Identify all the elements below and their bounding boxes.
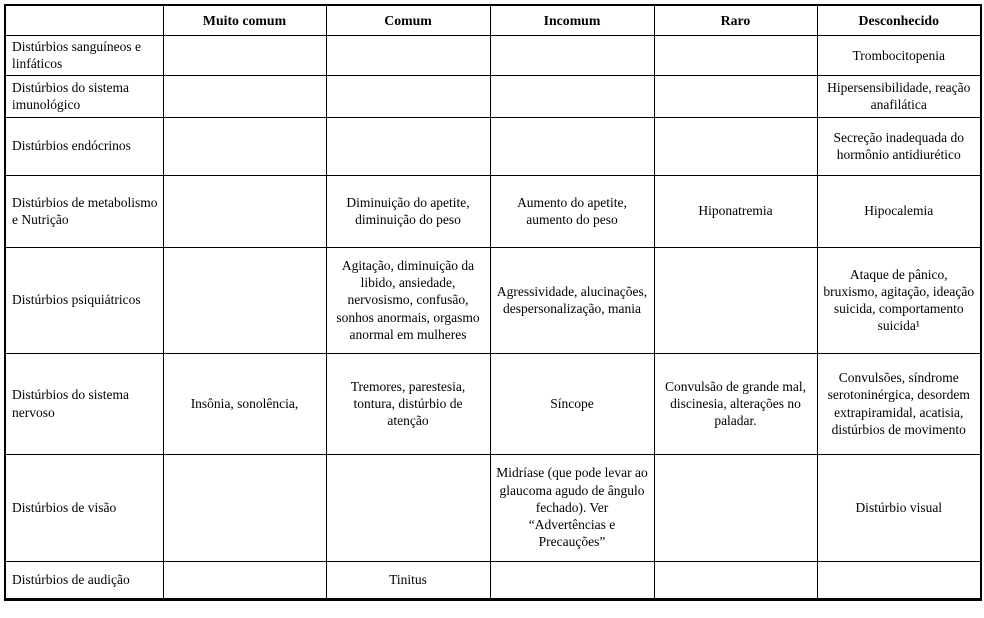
header-cell-muito-comum: Muito comum	[163, 5, 326, 36]
table-row	[5, 36, 981, 76]
table-cell: Diminuição do apetite, diminuição do peso	[326, 175, 490, 247]
table-cell: Secreção inadequada do hormônio antidiurético	[817, 117, 981, 175]
table-cell	[163, 561, 326, 599]
table-cell: Síncope	[490, 353, 654, 454]
table-cell: Hipersensibilidade, reação anafilática	[817, 75, 981, 117]
table-header	[5, 5, 981, 36]
table-cell	[654, 117, 817, 175]
row-category: Distúrbios de visão	[5, 454, 163, 561]
table-cell	[163, 175, 326, 247]
table-cell	[163, 75, 326, 117]
row-category: Distúrbios psiquiátricos	[5, 247, 163, 353]
table-cell	[490, 561, 654, 599]
table-cell	[654, 247, 817, 353]
table-cell: Hipocalemia	[817, 175, 981, 247]
table-row	[5, 117, 981, 175]
table-cell: Tinitus	[326, 561, 490, 599]
row-category: Distúrbios do sistema nervoso	[5, 353, 163, 454]
table-cell: Agitação, diminuição da libido, ansiedade, nervosismo, confusão, sonhos anormais, orgasmo anormal em mulheres	[326, 247, 490, 353]
table-cell	[163, 454, 326, 561]
table-row	[5, 353, 981, 454]
row-category: Distúrbios do sistema imunológico	[5, 75, 163, 117]
header-cell-incomum: Incomum	[490, 5, 654, 36]
table-cell	[490, 36, 654, 76]
table-cell: Convulsões, síndrome serotoninérgica, desordem extrapiramidal, acatisia, distúrbios de movimento	[817, 353, 981, 454]
table-cell	[326, 36, 490, 76]
table-cell	[654, 561, 817, 599]
table-cell: Aumento do apetite, aumento do peso	[490, 175, 654, 247]
table-cell: Hiponatremia	[654, 175, 817, 247]
table-cell: Agressividade, alucinações, despersonalização, mania	[490, 247, 654, 353]
header-cell-category	[5, 5, 163, 36]
row-category: Distúrbios de metabolismo e Nutrição	[5, 175, 163, 247]
header-row	[5, 5, 981, 36]
table-cell	[163, 117, 326, 175]
row-category: Distúrbios de audição	[5, 561, 163, 599]
header-cell-desconhecido: Desconhecido	[817, 5, 981, 36]
row-category: Distúrbios sanguíneos e linfáticos	[5, 36, 163, 76]
row-category: Distúrbios endócrinos	[5, 117, 163, 175]
table-cell: Tremores, parestesia, tontura, distúrbio de atenção	[326, 353, 490, 454]
adverse-reactions-frequency-table	[4, 4, 982, 601]
table-cell	[490, 117, 654, 175]
table-cell: Trombocitopenia	[817, 36, 981, 76]
table-body	[5, 36, 981, 600]
table-cell	[163, 36, 326, 76]
table-cell: Insônia, sonolência,	[163, 353, 326, 454]
table-row	[5, 561, 981, 599]
table-row	[5, 75, 981, 117]
table-cell	[490, 75, 654, 117]
table-cell	[326, 75, 490, 117]
table-row	[5, 175, 981, 247]
table-cell	[326, 117, 490, 175]
table-cell: Midríase (que pode levar ao glaucoma agudo de ângulo fechado). Ver “Advertências e Precauções”	[490, 454, 654, 561]
table-cell	[654, 454, 817, 561]
table-cell	[326, 454, 490, 561]
table-cell: Ataque de pânico, bruxismo, agitação, ideação suicida, comportamento suicida¹	[817, 247, 981, 353]
header-cell-raro: Raro	[654, 5, 817, 36]
table-cell: Convulsão de grande mal, discinesia, alterações no paladar.	[654, 353, 817, 454]
table-cell	[817, 561, 981, 599]
table-cell	[163, 247, 326, 353]
table-row	[5, 454, 981, 561]
table-row	[5, 247, 981, 353]
table-cell	[654, 75, 817, 117]
header-cell-comum: Comum	[326, 5, 490, 36]
table-cell: Distúrbio visual	[817, 454, 981, 561]
table-cell	[654, 36, 817, 76]
